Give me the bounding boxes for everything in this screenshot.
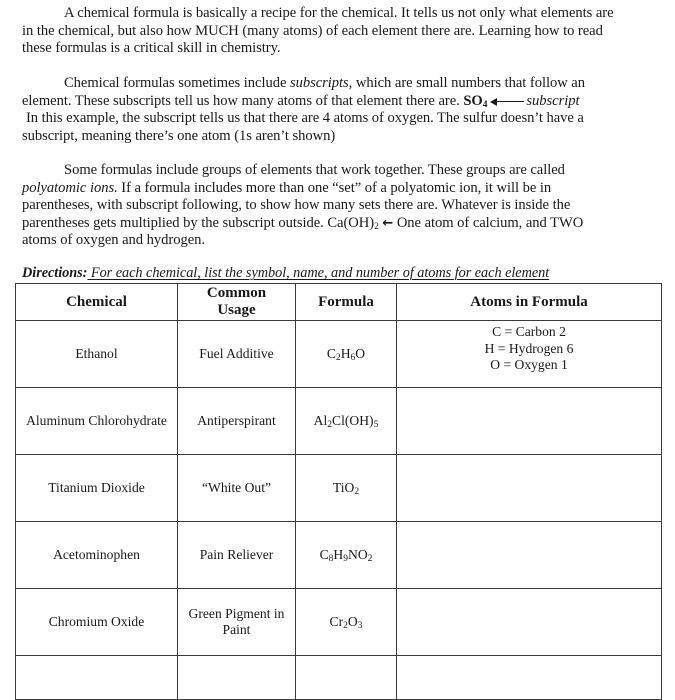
text-line xyxy=(22,215,652,233)
formula-cell xyxy=(296,589,397,656)
table-row xyxy=(16,388,662,455)
formula-cell xyxy=(296,656,397,700)
formula-subscript: 2 xyxy=(374,221,379,232)
text-run: One atom of calcium, and TWO xyxy=(393,214,584,231)
formula-subscript: 4 xyxy=(482,99,488,110)
atoms-cell[interactable] xyxy=(397,321,662,388)
atom-entry: H = Hydrogen 6 xyxy=(484,340,574,356)
formula-base: Ca(OH) xyxy=(327,214,375,231)
formula-subscript: 8 xyxy=(328,554,334,564)
table-row xyxy=(16,656,662,700)
formula-element: H xyxy=(340,346,351,361)
atoms-cell[interactable] xyxy=(397,522,662,589)
table-row xyxy=(16,589,662,656)
example-formula-caoh2 xyxy=(327,215,378,231)
text-line xyxy=(22,180,652,198)
chemical-cell: Ethanol xyxy=(16,321,178,388)
usage-cell: Pain Reliever xyxy=(178,522,296,589)
text-line: In this example, the subscript tells us that there are 4 atoms of oxygen. The sulfur doesn’t have a xyxy=(26,110,584,127)
text-line: parentheses, with subscript following, to show how many sets there are. Whatever is inside the xyxy=(22,197,571,214)
worksheet-table xyxy=(15,283,662,700)
atom-entry: C = Carbon 2 xyxy=(492,324,566,339)
formula-subscript: 2 xyxy=(335,353,341,363)
usage-cell xyxy=(178,656,296,700)
formula-subscript: 3 xyxy=(357,621,363,631)
usage-cell: Fuel Additive xyxy=(178,321,296,388)
header-chemical: Chemical xyxy=(16,284,178,321)
formula-subscript: 5 xyxy=(373,420,379,430)
formula-cell xyxy=(296,388,397,455)
formula-element: C xyxy=(319,547,329,562)
header-text: Usage xyxy=(217,302,256,318)
text-run: If a formula includes more than one “set” of a polyatomic ion, it will be in xyxy=(117,179,552,196)
atom-entry: O = Oxygen 1 xyxy=(490,357,568,372)
formula-element: O xyxy=(355,346,366,361)
text-line: A chemical formula is basically a recipe for the chemical. It tells us not only what elements are xyxy=(64,5,614,21)
term-subscripts: subscripts, xyxy=(289,75,353,91)
text-line: in the chemical, but also how MUCH (many atoms) of each element there are. Learning how to read xyxy=(22,22,603,39)
formula-element: Cr xyxy=(329,614,344,629)
usage-text: Paint xyxy=(222,622,251,637)
polyatomic-paragraph xyxy=(22,162,652,250)
usage-cell: Antiperspirant xyxy=(178,388,296,455)
formula-subscript: 9 xyxy=(343,554,348,564)
formula-subscript: 6 xyxy=(350,353,356,363)
text-run: Chemical formulas sometimes include xyxy=(64,75,290,91)
subscripts-paragraph xyxy=(22,75,652,145)
header-common-usage xyxy=(178,284,296,321)
text-run: parentheses gets multiplied by the subscript outside. xyxy=(22,214,328,231)
chemical-cell: Titanium Dioxide xyxy=(16,455,178,522)
table-row xyxy=(16,522,662,589)
left-arrow-icon: ← xyxy=(382,215,394,231)
term-polyatomic-ions: polyatomic ions. xyxy=(22,179,118,196)
text-line: Some formulas include groups of elements that work together. These groups are called xyxy=(64,162,565,178)
header-text: Common xyxy=(206,285,267,301)
text-line: atoms of oxygen and hydrogen. xyxy=(22,232,205,249)
atoms-cell[interactable] xyxy=(397,656,662,700)
formula-subscript: 2 xyxy=(367,554,373,564)
example-formula-so4 xyxy=(463,93,487,109)
usage-text: Green Pigment in xyxy=(188,606,285,621)
formula-subscript: 2 xyxy=(327,420,333,430)
formula-base: SO xyxy=(463,92,483,109)
formula-subscript: 2 xyxy=(354,487,360,497)
atoms-cell[interactable] xyxy=(397,455,662,522)
chemical-cell: Acetominophen xyxy=(16,522,178,589)
directions xyxy=(22,265,549,282)
text-line: subscript, meaning there’s one atom (1s aren’t shown) xyxy=(22,127,336,144)
formula-element: O xyxy=(347,614,358,629)
text-line xyxy=(22,75,652,93)
formula-element: NO xyxy=(348,547,368,562)
left-arrow-icon xyxy=(490,96,524,106)
atoms-cell[interactable] xyxy=(397,589,662,656)
header-formula: Formula xyxy=(296,284,397,321)
chemical-cell: Chromium Oxide xyxy=(16,589,178,656)
intro-paragraph-1 xyxy=(22,5,652,58)
table-row xyxy=(16,321,662,388)
formula-cell xyxy=(296,321,397,388)
chemical-cell xyxy=(16,656,178,700)
directions-text: For each chemical, list the symbol, name, and number of atoms for each element xyxy=(87,265,550,281)
text-run: which are small numbers that follow an xyxy=(352,75,585,91)
header-row xyxy=(16,284,662,321)
formula-element: Al xyxy=(313,413,328,428)
header-atoms-in-formula: Atoms in Formula xyxy=(397,284,662,321)
usage-cell xyxy=(178,589,296,656)
text-line: these formulas is a critical skill in chemistry. xyxy=(22,40,281,57)
table-row xyxy=(16,455,662,522)
formula-element: TiO xyxy=(332,480,355,495)
text-run: element. These subscripts tell us how many atoms of that element there are. xyxy=(22,92,464,109)
chemical-cell: Aluminum Chlorohydrate xyxy=(16,388,178,455)
formula-cell xyxy=(296,522,397,589)
directions-label: Directions: xyxy=(22,265,88,281)
formula-element: C xyxy=(326,346,336,361)
formula-element: Cl(OH) xyxy=(332,413,374,428)
usage-cell: “White Out” xyxy=(178,455,296,522)
formula-element: H xyxy=(333,547,344,562)
formula-subscript: 2 xyxy=(343,621,348,631)
atoms-cell[interactable] xyxy=(397,388,662,455)
subscript-label: subscript xyxy=(526,92,580,109)
formula-cell xyxy=(296,455,397,522)
text-line xyxy=(22,93,652,111)
